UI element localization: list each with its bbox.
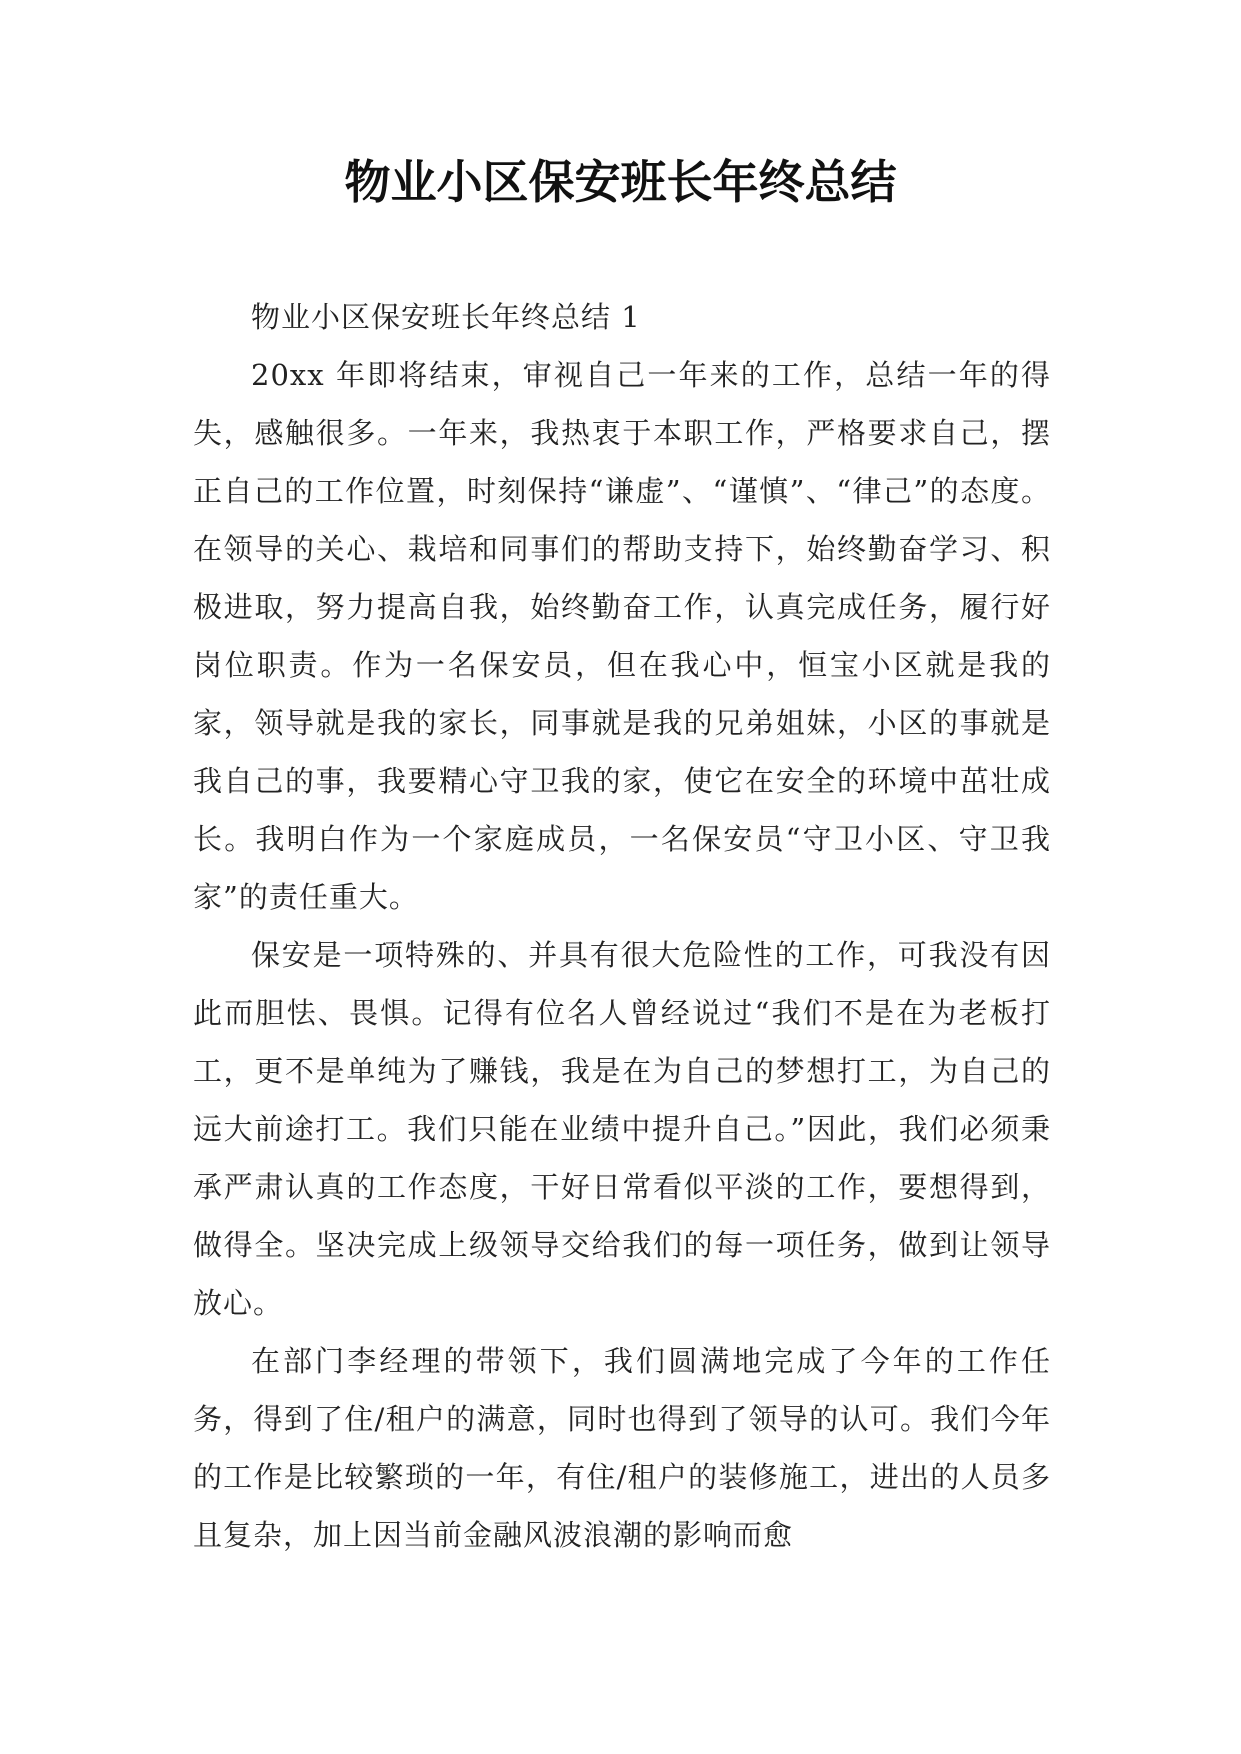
paragraph: 在部门李经理的带领下，我们圆满地完成了今年的工作任务，得到了住/租户的满意，同时也得到了领导的认可。我们今年的工作是比较繁琐的一年，有住/租户的装修施工，进出的人员多且复杂，加上因当前金融风波浪潮的影响而愈 [193,1344,1051,1552]
paragraph: 20xx 年即将结束，审视自己一年来的工作，总结一年的得失，感触很多。一年来，我热衷于本职工作，严格要求自己，摆正自己的工作位置，时刻保持“谦虚”、“谨慎”、“律己”的态度。在领导的关心、栽培和同事们的帮助支持下，始终勤奋学习、积极进取，努力提高自我，始终勤奋工作，认真完成任务，履行好岗位职责。作为一名保安员，但在我心中，恒宝小区就是我的家，领导就是我的家长，同事就是我的兄弟姐妹，小区的事就是我自己的事，我要精心守卫我的家，使它在安全的环境中茁壮成长。我明白作为一个家庭成员，一名保安员“守卫小区、守卫我家”的责任重大。 [193,358,1051,914]
document-body [193,288,1051,1564]
document-title: 物业小区保安班长年终总结 [344,155,897,209]
paragraph: 保安是一项特殊的、并具有很大危险性的工作，可我没有因此而胆怯、畏惧。记得有位名人曾经说过“我们不是在为老板打工，更不是单纯为了赚钱，我是在为自己的梦想打工，为自己的远大前途打工。我们只能在业绩中提升自己。”因此，我们必须秉承严肃认真的工作态度，干好日常看似平淡的工作，要想得到，做得全。坚决完成上级领导交给我们的每一项任务，做到让领导放心。 [193,938,1051,1320]
section-heading: 物业小区保安班长年终总结 1 [251,300,641,334]
